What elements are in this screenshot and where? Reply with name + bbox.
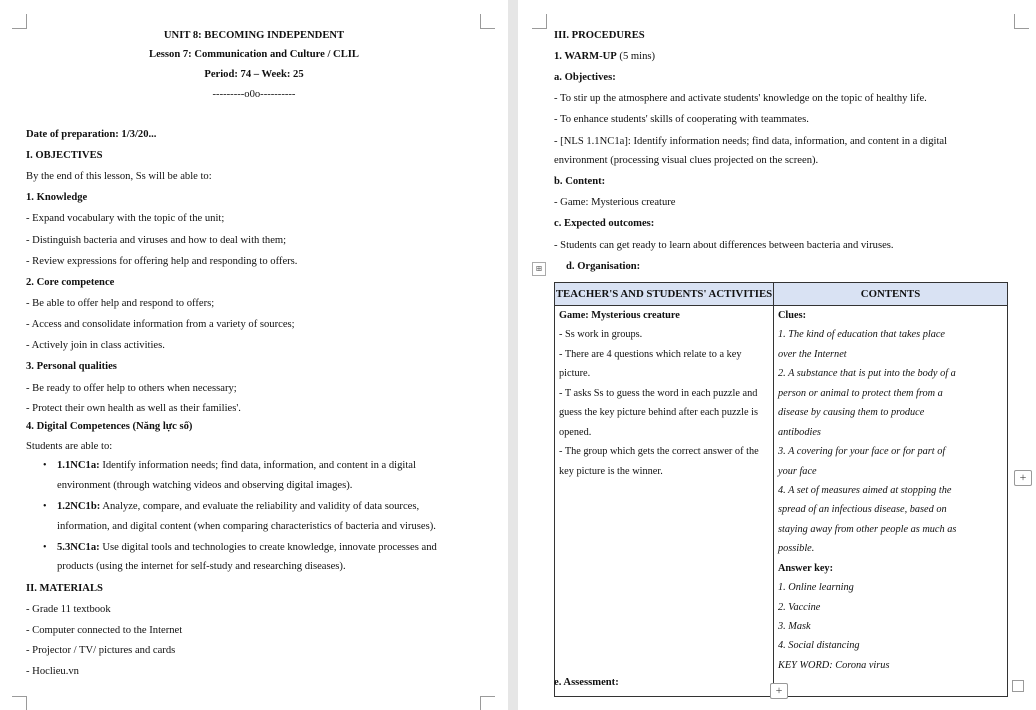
heading-a-objectives: a. Objectives: xyxy=(554,72,616,83)
outcomes-item: - Students can get ready to learn about differences between bacteria and viruses. xyxy=(554,240,894,251)
document-page-left xyxy=(0,0,508,710)
clue-line: staying away from other people as much as xyxy=(778,524,957,535)
activity-line: key picture is the winner. xyxy=(559,466,663,477)
date-of-preparation: Date of preparation: 1/3/20... xyxy=(26,129,157,140)
activity-line: opened. xyxy=(559,427,592,438)
knowledge-item: - Expand vocabulary with the topic of the unit; xyxy=(26,213,225,224)
add-row-icon[interactable]: + xyxy=(770,683,788,699)
activity-line: picture. xyxy=(559,368,591,379)
clue-line: spread of an infectious disease, based on xyxy=(778,504,947,515)
clue-line: over the Internet xyxy=(778,349,847,360)
core-item: - Be able to offer help and respond to offers; xyxy=(26,298,215,309)
clue-line: person or animal to protect them from a xyxy=(778,388,943,399)
digital-item: 1.2NC1b: Analyze, compare, and evaluate the reliability and validity of data sources, xyxy=(57,501,420,512)
warmup-heading: 1. WARM-UP (5 mins) xyxy=(554,51,656,62)
crop-mark-top-left xyxy=(532,14,547,29)
clue-line: disease by causing them to produce xyxy=(778,407,925,418)
heading-materials: II. MATERIALS xyxy=(26,583,103,594)
material-item: - Hoclieu.vn xyxy=(26,666,79,677)
heading-knowledge: 1. Knowledge xyxy=(26,192,88,203)
crop-mark-top-right xyxy=(1014,14,1029,29)
clue-line: 1. The kind of education that takes place xyxy=(778,329,946,340)
table-header-activities: TEACHER'S AND STUDENTS' ACTIVITIES xyxy=(555,283,774,306)
answer-line: 2. Vaccine xyxy=(778,602,821,613)
personal-item: - Protect their own health as well as their families'. xyxy=(26,403,241,414)
table-move-handle-icon[interactable]: ⊞ xyxy=(532,262,546,276)
content-item: - Game: Mysterious creature xyxy=(554,197,676,208)
material-item: - Computer connected to the Internet xyxy=(26,625,183,636)
material-item: - Grade 11 textbook xyxy=(26,604,111,615)
table-header-contents: CONTENTS xyxy=(774,283,1008,306)
organisation-table xyxy=(554,282,1008,697)
heading-b-content: b. Content: xyxy=(554,176,606,187)
activity-line: - There are 4 questions which relate to a key xyxy=(559,349,742,360)
clue-line: 4. A set of measures aimed at stopping the xyxy=(778,485,952,496)
heading-e-assessment: e. Assessment: xyxy=(554,677,619,688)
lesson-title: Lesson 7: Communication and Culture / CLIL xyxy=(149,49,359,60)
answer-line: 1. Online learning xyxy=(778,582,854,593)
clue-line: possible. xyxy=(778,543,815,554)
period-week: Period: 74 – Week: 25 xyxy=(204,69,304,80)
core-item: - Access and consolidate information from a variety of sources; xyxy=(26,319,295,330)
activity-line: - Ss work in groups. xyxy=(559,329,643,340)
answer-line: 4. Social distancing xyxy=(778,640,860,651)
crop-mark-top-right xyxy=(480,14,495,29)
clue-line: your face xyxy=(778,466,817,477)
key-word-line: KEY WORD: Corona virus xyxy=(778,660,890,671)
digital-intro: Students are able to: xyxy=(26,441,113,452)
bullet-icon: • xyxy=(43,501,47,512)
objective-item: - To stir up the atmosphere and activate students' knowledge on the topic of healthy life. xyxy=(554,93,927,104)
heading-c-outcomes: c. Expected outcomes: xyxy=(554,218,655,229)
activities-cell xyxy=(555,306,774,697)
crop-mark-top-left xyxy=(12,14,27,29)
resize-handle-icon[interactable] xyxy=(1012,680,1024,692)
activity-line: - T asks Ss to guess the word in each puzzle and xyxy=(559,388,758,399)
digital-item-cont: information, and digital content (when comparing characteristics of bacteria and viruses). xyxy=(57,521,436,532)
bullet-icon: • xyxy=(43,542,47,553)
clue-line: antibodies xyxy=(778,427,821,438)
answer-line: 3. Mask xyxy=(778,621,811,632)
objectives-intro: By the end of this lesson, Ss will be able to: xyxy=(26,171,212,182)
unit-title: UNIT 8: BECOMING INDEPENDENT xyxy=(163,30,345,41)
document-page-right xyxy=(518,0,1036,710)
heading-digital-competences: 4. Digital Competences (Năng lực số) xyxy=(26,421,193,432)
nls-objective-cont: environment (processing visual clues projected on the screen). xyxy=(554,155,819,166)
nls-objective: - [NLS 1.1NC1a]: Identify information needs; find data, information, and content in a digital xyxy=(554,136,948,147)
clues-title: Clues: xyxy=(778,310,807,321)
digital-item-cont: products (using the internet for self-study and researching diseases). xyxy=(57,561,346,572)
digital-item-cont: environment (through watching videos and observing digital images). xyxy=(57,480,353,491)
core-item: - Actively join in class activities. xyxy=(26,340,165,351)
clue-line: 2. A substance that is put into the body of a xyxy=(778,368,956,379)
contents-cell xyxy=(774,306,1008,697)
heading-core-competence: 2. Core competence xyxy=(26,277,115,288)
activity-line: - The group which gets the correct answer of the xyxy=(559,446,759,457)
crop-mark-bottom-left xyxy=(12,696,27,710)
clue-line: 3. A covering for your face or for part of xyxy=(778,446,946,457)
knowledge-item: - Distinguish bacteria and viruses and how to deal with them; xyxy=(26,235,287,246)
knowledge-item: - Review expressions for offering help and responding to offers. xyxy=(26,256,298,267)
activity-line: guess the key picture behind after each puzzle is xyxy=(559,407,758,418)
heading-procedures: III. PROCEDURES xyxy=(554,30,645,41)
heading-objectives: I. OBJECTIVES xyxy=(26,150,103,161)
personal-item: - Be ready to offer help to others when necessary; xyxy=(26,383,237,394)
heading-personal-qualities: 3. Personal qualities xyxy=(26,361,117,372)
crop-mark-bottom-right xyxy=(480,696,495,710)
divider-text: ---------o0o---------- xyxy=(212,89,296,100)
objective-item: - To enhance students' skills of cooperating with teammates. xyxy=(554,114,809,125)
digital-item: 5.3NC1a: Use digital tools and technologies to create knowledge, innovate processes and xyxy=(57,542,437,553)
answer-key-title: Answer key: xyxy=(778,563,834,574)
digital-item: 1.1NC1a: Identify information needs; find data, information, and content in a digital xyxy=(57,460,416,471)
game-title: Game: Mysterious creature xyxy=(559,310,680,321)
add-column-icon[interactable]: + xyxy=(1014,470,1032,486)
heading-d-organisation: d. Organisation: xyxy=(566,261,641,272)
material-item: - Projector / TV/ pictures and cards xyxy=(26,645,176,656)
bullet-icon: • xyxy=(43,460,47,471)
